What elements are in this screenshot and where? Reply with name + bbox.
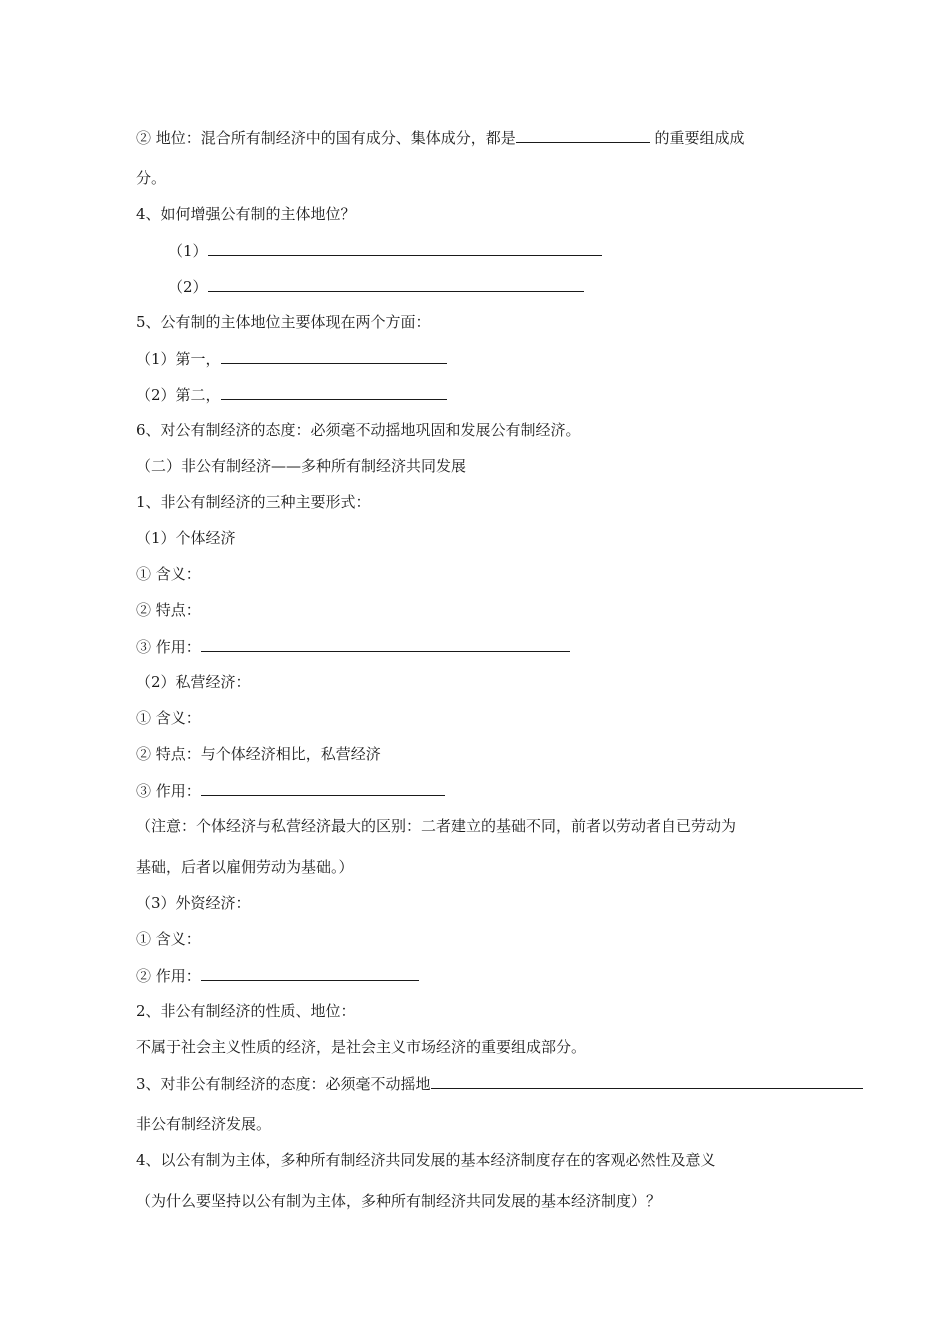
- answer-blank[interactable]: [221, 384, 447, 400]
- answer-blank[interactable]: [431, 1073, 863, 1089]
- answer-blank[interactable]: [516, 127, 650, 143]
- answer-blank[interactable]: [208, 276, 584, 292]
- text: ② 特点：与个体经济相比，私营经济: [136, 745, 381, 763]
- text: （3）外资经济：: [136, 894, 251, 912]
- role: [136, 636, 570, 656]
- sub-heading-2: [136, 672, 251, 692]
- text: ① 含义：: [136, 565, 201, 583]
- text: 4、以公有制为主体，多种所有制经济共同发展的基本经济制度存在的客观必然性及意义: [136, 1151, 716, 1169]
- text: ② 特点：: [136, 601, 201, 619]
- sub-heading-1: [136, 528, 236, 548]
- question-5: [136, 312, 431, 332]
- aspect-1: [136, 348, 447, 368]
- role: [136, 965, 419, 985]
- aspect-2: [136, 384, 447, 404]
- text: 5、公有制的主体地位主要体现在两个方面：: [136, 313, 431, 331]
- text: （1）个体经济: [136, 529, 236, 547]
- text: 4、如何增强公有制的主体地位？: [136, 205, 356, 223]
- answer-blank[interactable]: [208, 240, 602, 256]
- answer-line-2: [168, 276, 584, 296]
- text: ③ 作用：: [136, 782, 201, 800]
- text: ③ 作用：: [136, 638, 201, 656]
- role: [136, 780, 445, 800]
- question-4: [136, 204, 356, 224]
- text: （注意：个体经济与私营经济最大的区别：二者建立的基础不同，前者以劳动者自已劳动为: [136, 817, 737, 835]
- meaning: [136, 929, 201, 949]
- text: 不属于社会主义性质的经济，是社会主义市场经济的重要组成部分。: [136, 1038, 587, 1056]
- text: ② 地位：混合所有制经济中的国有成分、集体成分，都是: [136, 129, 516, 147]
- section-heading: [136, 456, 466, 476]
- answer-blank[interactable]: [201, 780, 445, 796]
- sub-heading-3: [136, 893, 251, 913]
- text: 分。: [136, 169, 167, 187]
- item-2: [136, 1001, 356, 1021]
- meaning: [136, 564, 201, 584]
- item-2-answer: [136, 1037, 586, 1057]
- text: 3、对非公有制经济的态度：必须毫不动摇地: [136, 1075, 431, 1093]
- feature: [136, 600, 201, 620]
- item-3: [136, 1073, 863, 1093]
- answer-blank[interactable]: [201, 636, 570, 652]
- text: （2）第二，: [136, 386, 221, 404]
- text: 6、对公有制经济的态度：必须毫不动摇地巩固和发展公有制经济。: [136, 421, 581, 439]
- question-6: [136, 420, 581, 440]
- text: （2）: [168, 278, 208, 296]
- text: 的重要组成成: [649, 129, 745, 147]
- item-4-cont: [136, 1191, 661, 1211]
- text: （1）第一，: [136, 350, 221, 368]
- text: （2）私营经济：: [136, 673, 251, 691]
- answer-blank[interactable]: [201, 965, 419, 981]
- status-line: [136, 127, 745, 147]
- text: 非公有制经济发展。: [136, 1115, 272, 1133]
- meaning: [136, 708, 201, 728]
- answer-blank[interactable]: [221, 348, 447, 364]
- item-4: [136, 1150, 716, 1170]
- answer-line-1: [168, 240, 602, 260]
- note-cont: [136, 857, 354, 877]
- text: （为什么要坚持以公有制为主体，多种所有制经济共同发展的基本经济制度）？: [136, 1192, 662, 1210]
- text: （1）: [168, 242, 208, 260]
- note: [136, 816, 736, 836]
- item-1: [136, 492, 371, 512]
- item-3-cont: [136, 1114, 271, 1134]
- text: 基础，后者以雇佣劳动为基础。）: [136, 858, 354, 876]
- text: 1、非公有制经济的三种主要形式：: [136, 493, 371, 511]
- text: 2、非公有制经济的性质、地位：: [136, 1002, 356, 1020]
- feature: [136, 744, 381, 764]
- text: ① 含义：: [136, 930, 201, 948]
- text: ① 含义：: [136, 709, 201, 727]
- text: ② 作用：: [136, 967, 201, 985]
- status-line-cont: [136, 168, 166, 188]
- text: （二）非公有制经济——多种所有制经济共同发展: [136, 457, 467, 475]
